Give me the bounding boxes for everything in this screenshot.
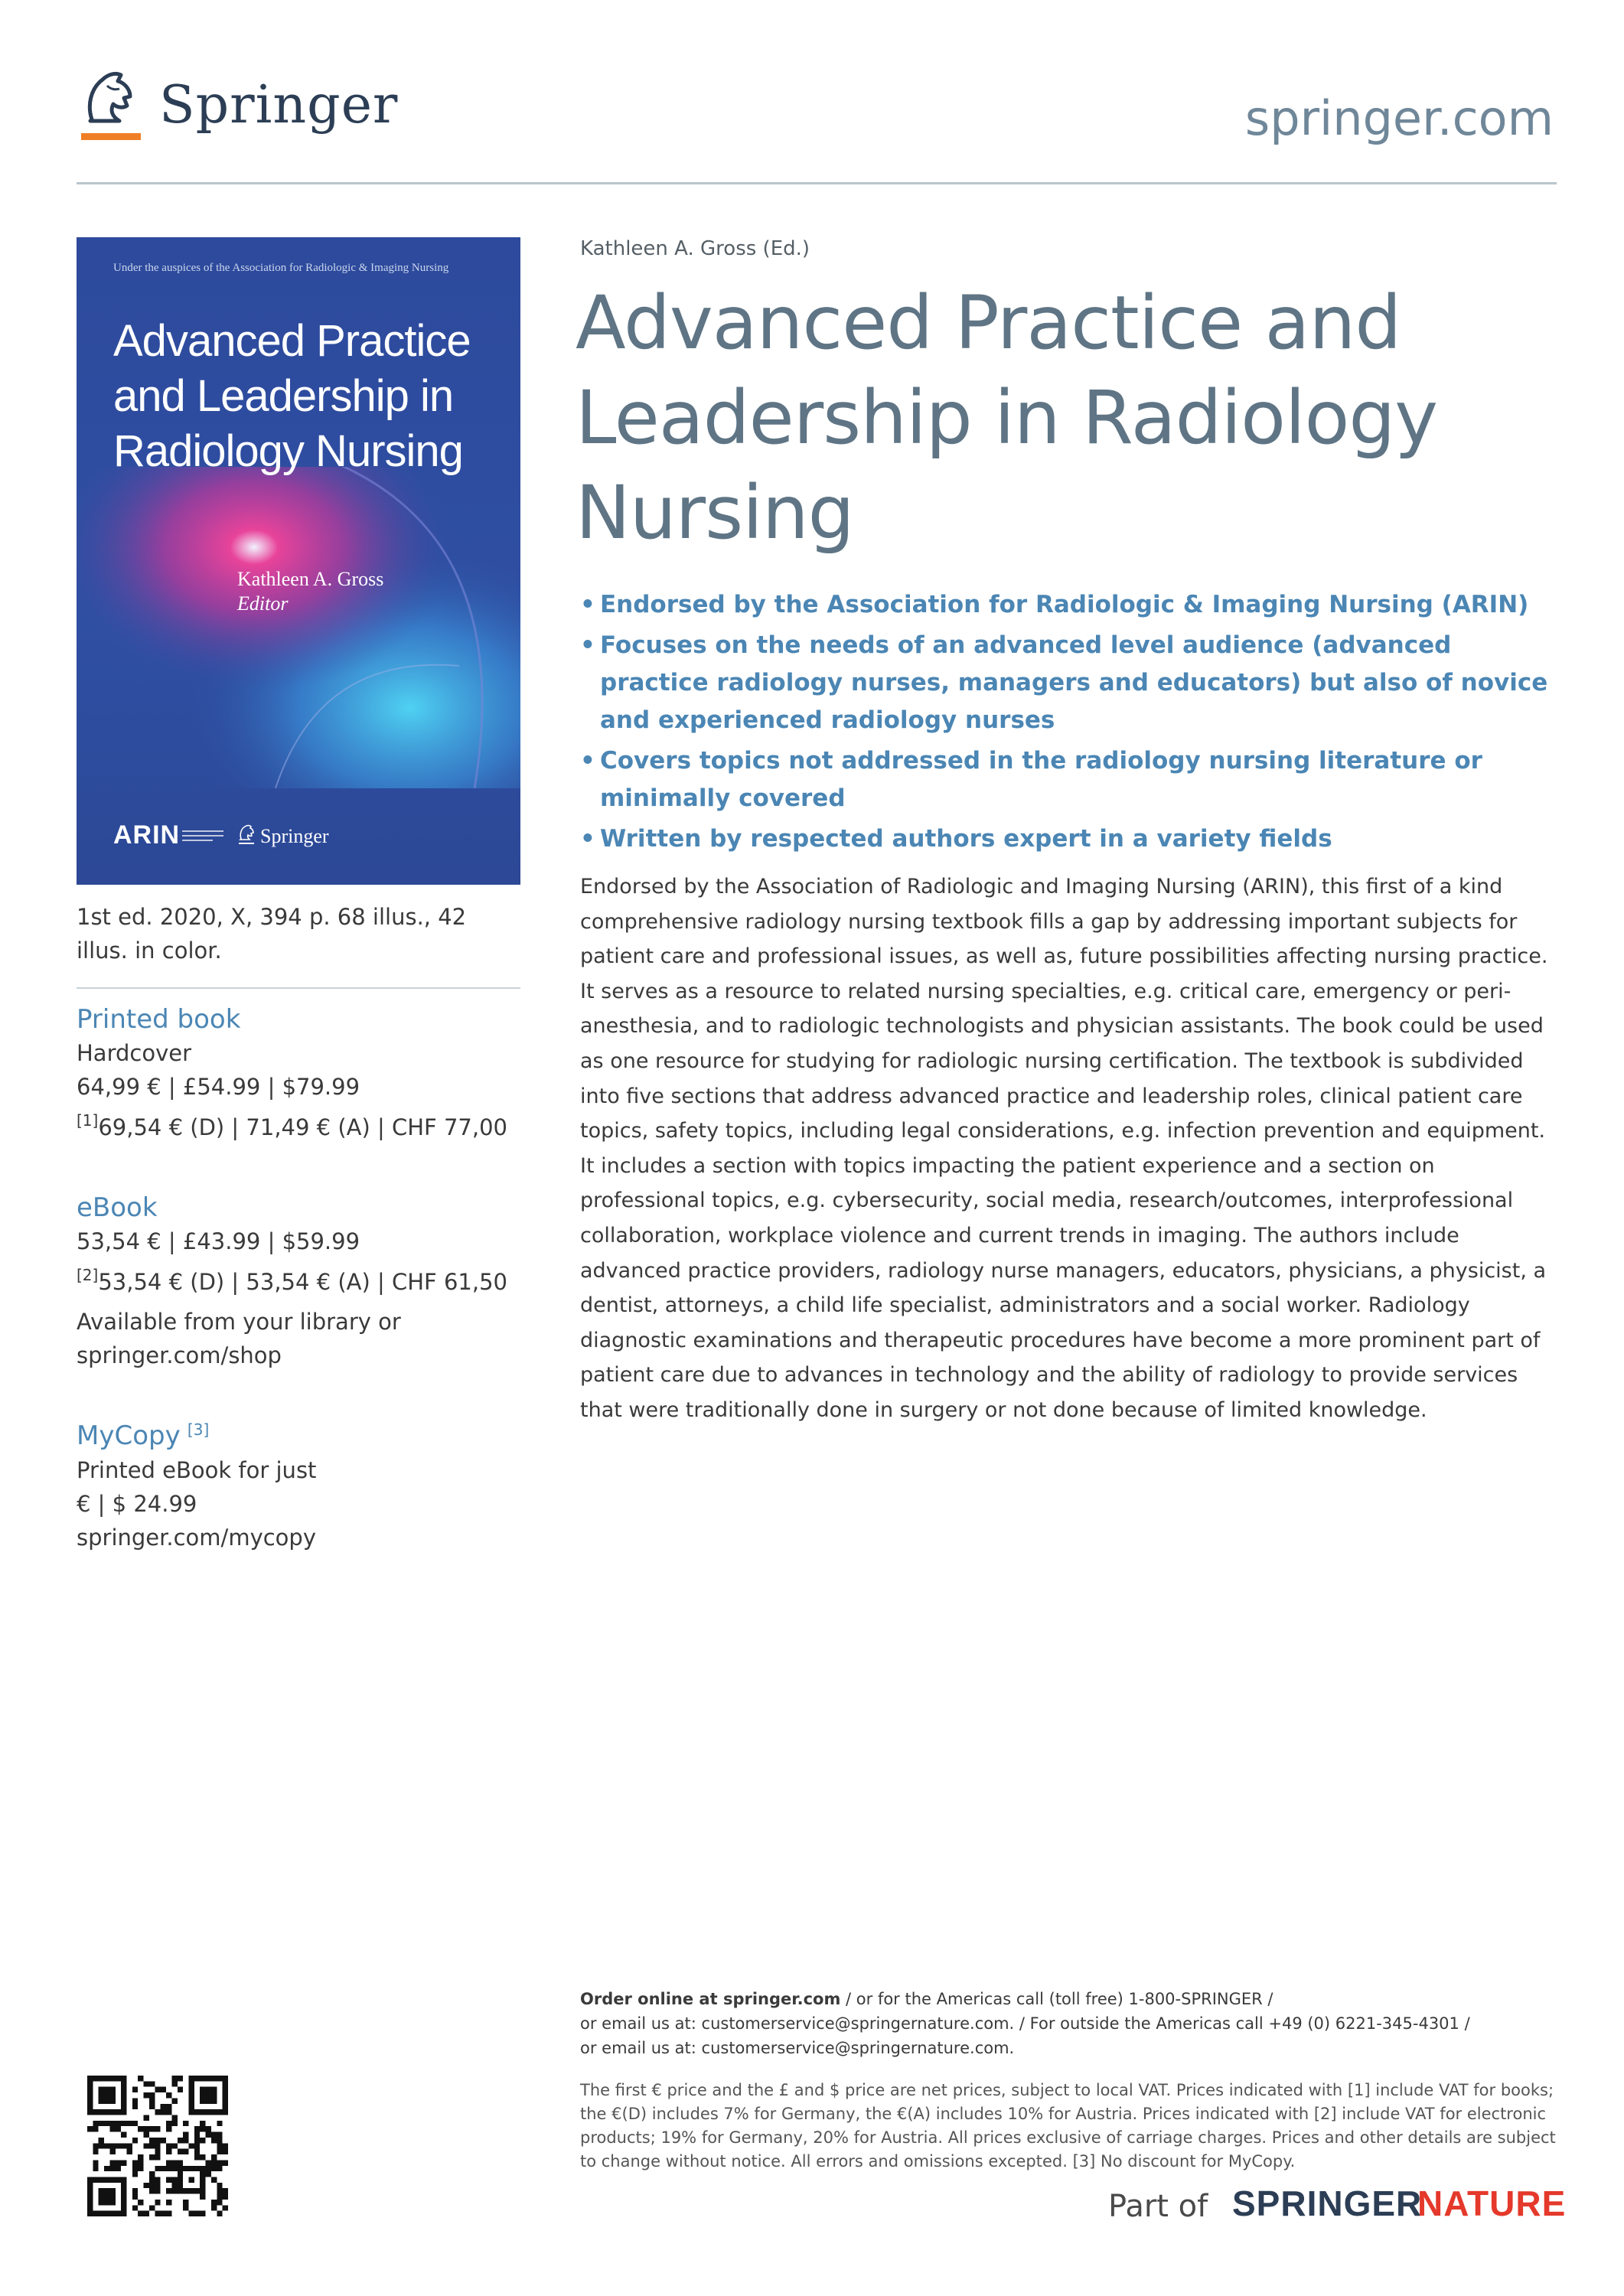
list-item-text: Written by respected authors expert in a variety fields (600, 825, 1332, 853)
footnote-marker: [2] (77, 1266, 99, 1284)
list-item (580, 627, 1552, 739)
springer-logo (77, 66, 398, 158)
springer-nature-logo-nature: NATURE (1417, 2183, 1567, 2223)
bullet-icon: • (580, 825, 595, 853)
list-item (580, 742, 1552, 817)
cover-editor-name: Kathleen A. Gross (237, 568, 384, 590)
ebook-availability: Available from your library or springer.com/shop (77, 1309, 401, 1368)
footnote-marker: [3] (187, 1420, 210, 1439)
cover-editor-role: Editor (237, 592, 289, 615)
printed-book-net-prices: 64,99 € | £54.99 | $79.99 (77, 1074, 360, 1100)
site-url[interactable]: springer.com (1244, 90, 1554, 146)
ebook-gross-value: 53,54 € (D) | 53,54 € (A) | CHF 61,50 (98, 1269, 507, 1295)
printed-book-section (77, 1003, 520, 1144)
feature-list (580, 586, 1552, 861)
book-cover (77, 237, 520, 885)
ebook-heading: eBook (77, 1192, 158, 1223)
mycopy-heading: MyCopy (77, 1420, 181, 1451)
list-item-text: Focuses on the needs of an advanced level audience (advanced practice radiology nurses, managers and educators) but also of novice and experienced radiology nurses (600, 631, 1548, 734)
edition-details: 1st ed. 2020, X, 394 p. 68 illus., 42 illus. in color. (77, 904, 467, 964)
mycopy-heading-row (77, 1413, 520, 1453)
ebook-section (77, 1191, 520, 1372)
list-item-text: Covers topics not addressed in the radiology nursing literature or minimally covered (600, 747, 1482, 812)
mycopy-text: Printed eBook for just (77, 1457, 317, 1483)
order-info (580, 1987, 1560, 2060)
mycopy-section (77, 1413, 520, 1554)
legal-notice: The first € price and the £ and $ price are net prices, subject to local VAT. Prices indicated with [1] include VAT for books; the €(D) includes 7% for Germany, the €(A) includes 10% for Austria. Prices indicated with [2] include VAT for electronic products; 19% for Germany, 20% for Austria. All prices exclusive of carriage charges. Prices and other details are subject to change without notice. All errors and omissions excepted. [3] No discount for MyCopy. (580, 2081, 1556, 2170)
cover-artwork (77, 467, 520, 788)
arin-logo: ARIN (113, 820, 181, 850)
bullet-icon: • (580, 591, 595, 618)
springer-wordmark: Springer (159, 75, 399, 135)
printed-book-format: Hardcover (77, 1040, 192, 1066)
page-title: Advanced Practice and Leadership in Radiology Nursing (576, 280, 1438, 556)
cover-publisher: Springer (260, 825, 329, 847)
footnote-marker: [1] (77, 1111, 99, 1130)
mycopy-url[interactable]: springer.com/mycopy (77, 1525, 316, 1551)
cover-springer-horse-icon (237, 823, 256, 846)
mycopy-price: € | $ 24.99 (77, 1491, 197, 1517)
ebook-gross-prices (77, 1258, 520, 1299)
bullet-icon: • (580, 747, 595, 775)
printed-book-heading: Printed book (77, 1004, 241, 1035)
part-of-label: Part of (1108, 2189, 1208, 2224)
ebook-net-prices: 53,54 € | £43.99 | $59.99 (77, 1228, 360, 1254)
printed-book-gross-prices (77, 1104, 520, 1144)
springer-nature-logo-springer: SPRINGER (1232, 2183, 1423, 2223)
arin-logo-tagline (182, 828, 223, 843)
printed-book-gross-value: 69,54 € (D) | 71,49 € (A) | CHF 77,00 (98, 1114, 507, 1140)
springer-horse-icon (77, 66, 144, 152)
list-item (580, 586, 1552, 624)
cover-title: Advanced Practice and Leadership in Radiology Nursing (113, 316, 471, 476)
order-line-3: or email us at: customerservice@springernature.com. (580, 2039, 1015, 2057)
order-line-2: or email us at: customerservice@springernature.com. / For outside the Americas call +49 (0) 6221-345-4301 / (580, 2014, 1470, 2033)
order-line-1-text: / or for the Americas call (toll free) 1-800-SPRINGER / (840, 1990, 1273, 2008)
book-description: Endorsed by the Association of Radiologic and Imaging Nursing (ARIN), this first of a kind comprehensive radiology nursing textbook fills a gap by addressing important subjects for patient care and professional issues, as well as, future possibilities affecting nursing practice. It serves as a resource to related nursing specialties, e.g. critical care, emergency or peri-anesthesia, and to radiologic technologists and physician assistants. The book could be used as one resource for studying for radiologic nursing certification. The textbook is subdivided into five sections that address advanced practice and leadership roles, clinical patient care topics, safety topics, including legal considerations, e.g. infection prevention and equipment. It includes a section with topics impacting the patient experience and a section on professional topics, e.g. cybersecurity, social media, research/outcomes, interprofessional collaboration, workplace violence and current trends in imaging. The authors include advanced practice providers, radiology nurse managers, educators, physicians, a physicist, a dentist, attorneys, a child life specialist, administrators and a social worker. Radiology diagnostic examinations and therapeutic procedures have become a more prominent part of patient care due to advances in technology and the ability of radiology to provide services that were traditionally done in surgery or not done because of limited knowledge. (580, 875, 1548, 1422)
cover-auspices: Under the auspices of the Association for Radiologic & Imaging Nursing (113, 262, 449, 274)
list-item (580, 820, 1552, 858)
order-line-1 (580, 1987, 1560, 2011)
list-item-text: Endorsed by the Association for Radiologic & Imaging Nursing (ARIN) (600, 591, 1529, 618)
bullet-icon: • (580, 631, 595, 659)
qr-code-icon[interactable] (87, 2076, 228, 2216)
author-line: Kathleen A. Gross (Ed.) (580, 237, 810, 260)
header-divider (77, 182, 1557, 184)
order-online-link[interactable]: Order online at springer.com (580, 1990, 841, 2008)
left-divider (77, 987, 520, 989)
